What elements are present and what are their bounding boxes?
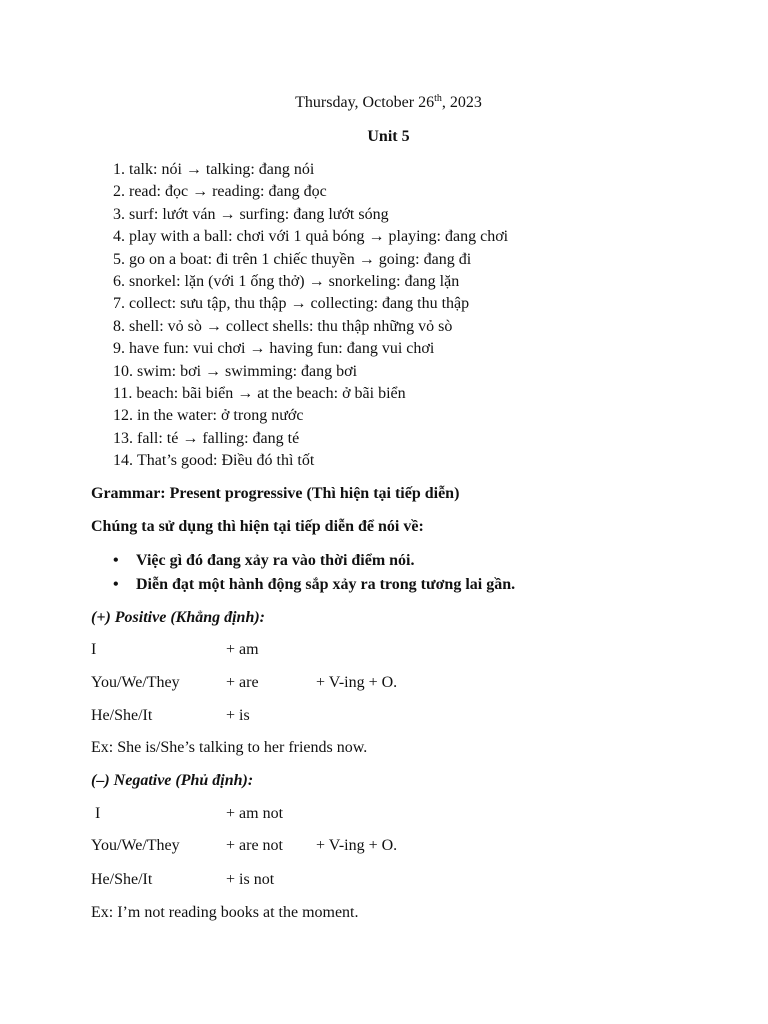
list-item <box>113 271 508 293</box>
list-item <box>113 450 508 472</box>
list-item <box>113 226 508 248</box>
auxiliary: + are <box>226 674 259 691</box>
negative-example: Ex: I’m not reading books at the moment. <box>91 904 359 921</box>
list-item <box>113 181 508 203</box>
auxiliary: + am not <box>226 805 284 822</box>
list-item-number: 1. <box>113 161 125 178</box>
list-item-number: 9. <box>113 340 125 358</box>
positive-row <box>0 705 768 727</box>
list-item-number: 6. <box>113 272 125 290</box>
auxiliary: + is not <box>226 871 275 888</box>
list-item <box>113 361 508 383</box>
negative-row <box>0 803 768 825</box>
subject: He/She/It <box>91 871 153 888</box>
list-item-number: 10. <box>113 362 133 380</box>
auxiliary: + is <box>226 707 250 724</box>
list-item-text: have fun: vui chơi → having fun: đang vui chơi <box>129 340 435 358</box>
list-item-number: 14. <box>113 452 133 470</box>
grammar-intro: Chúng ta sử dụng thì hiện tại tiếp diễn để nói về: <box>91 518 424 535</box>
list-item-text: talk: nói → talking: đang nói <box>129 161 315 178</box>
list-item-text: swim: bơi → swimming: đang bơi <box>137 362 358 380</box>
date-line <box>91 92 686 114</box>
list-item-text: beach: bãi biển → at the beach: ở bãi biển <box>136 384 406 402</box>
list-item-text: collect: sưu tập, thu thập → collecting: đang thu thập <box>129 295 470 313</box>
negative-row <box>0 869 768 891</box>
list-item <box>113 428 508 450</box>
subject: He/She/It <box>91 707 153 724</box>
auxiliary: + are not <box>226 837 283 854</box>
list-item-text: play with a ball: chơi với 1 quả bóng → playing: đang chơi <box>129 228 509 246</box>
negative-heading: (–) Negative (Phủ định): <box>91 772 254 789</box>
list-item-number: 11. <box>113 384 133 402</box>
page-title: Unit 5 <box>367 128 410 145</box>
positive-row <box>0 672 768 694</box>
list-item <box>113 383 508 405</box>
list-item-text: go on a boat: đi trên 1 chiếc thuyền → going: đang đi <box>129 250 472 268</box>
list-item-number: 12. <box>113 407 133 425</box>
vocabulary-list <box>113 159 508 472</box>
negative-row <box>0 835 768 857</box>
bullet-icon: • <box>113 576 119 593</box>
list-item-number: 4. <box>113 228 125 246</box>
positive-example: Ex: She is/She’s talking to her friends now. <box>91 739 368 756</box>
verb-pattern: + V-ing + O. <box>316 837 398 854</box>
list-item-text: read: đọc → reading: đang đọc <box>129 183 327 201</box>
positive-heading: (+) Positive (Khẳng định): <box>91 609 266 626</box>
list-item-text: That’s good: Điều đó thì tốt <box>137 452 315 470</box>
list-item-text: snorkel: lặn (với 1 ống thở) → snorkeling: đang lặn <box>129 272 460 290</box>
subject: I <box>95 805 101 822</box>
date-main: Thursday, October 26 <box>295 94 435 111</box>
list-item <box>113 338 508 360</box>
auxiliary: + am <box>226 641 259 658</box>
grammar-heading: Grammar: Present progressive (Thì hiện tại tiếp diễn) <box>91 485 460 502</box>
list-item-number: 8. <box>113 317 125 335</box>
list-item-text: surf: lướt ván → surfing: đang lướt sóng <box>129 205 389 223</box>
list-item-text: in the water: ở trong nước <box>137 407 304 425</box>
list-item <box>113 159 508 181</box>
verb-pattern: + V-ing + O. <box>316 674 398 691</box>
list-item <box>113 316 508 338</box>
bullet-icon: • <box>113 552 119 569</box>
bullet-text: Diễn đạt một hành động sắp xảy ra trong tương lai gần. <box>136 576 516 593</box>
positive-row <box>0 639 768 661</box>
list-item-number: 3. <box>113 205 125 223</box>
date-year: , 2023 <box>441 94 482 111</box>
bullet-text: Việc gì đó đang xảy ra vào thời điểm nói. <box>136 552 415 569</box>
list-item <box>113 204 508 226</box>
list-item <box>113 249 508 271</box>
list-item <box>113 405 508 427</box>
list-item-number: 13. <box>113 429 133 447</box>
list-item-number: 5. <box>113 250 125 268</box>
bullet-item <box>0 549 768 573</box>
bullet-item <box>0 573 768 597</box>
list-item <box>113 293 508 315</box>
list-item-text: shell: vỏ sò → collect shells: thu thập những vỏ sò <box>129 317 453 335</box>
list-item-text: fall: té → falling: đang té <box>137 429 300 447</box>
subject: You/We/They <box>91 674 180 691</box>
list-item-number: 2. <box>113 183 125 201</box>
list-item-number: 7. <box>113 295 125 313</box>
subject: I <box>91 641 97 658</box>
subject: You/We/They <box>91 837 180 854</box>
date-ordinal-suffix: th <box>434 93 442 104</box>
